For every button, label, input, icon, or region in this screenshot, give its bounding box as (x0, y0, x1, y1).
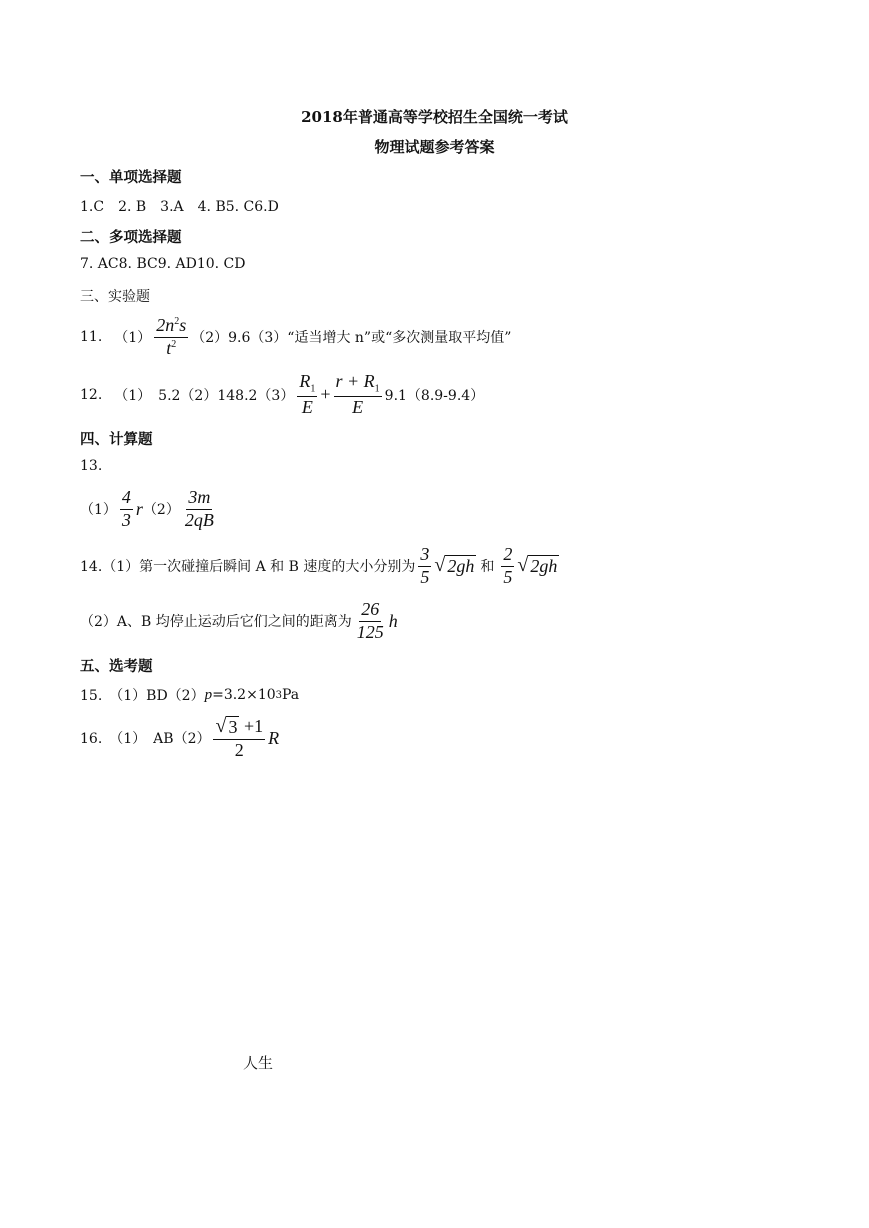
answer-14-part1 (80, 545, 559, 588)
answer-11-fraction (154, 316, 188, 359)
answer-13-fraction-2-den: 2qB (184, 509, 214, 530)
answer-16-var: R (268, 727, 280, 748)
answer-16-text: 16. （1） AB（2） (80, 731, 211, 748)
answers-1-6: 1.C 2. B 3.A 4. B5. C6.D (80, 199, 279, 215)
section-heading-multi-choice: 二、多项选择题 (80, 229, 182, 246)
answer-11-fraction-den: t (166, 337, 172, 358)
answer-12-fraction-1-den: E (301, 396, 313, 417)
answer-12-fraction-1 (297, 372, 317, 417)
answer-13-fraction-1-den: 3 (121, 509, 131, 530)
section-heading-experiment: 三、实验题 (80, 289, 150, 305)
answer-16-fraction-den: 2 (234, 739, 244, 760)
answer-11-fraction-den-exp: 2 (171, 338, 177, 350)
answer-11 (80, 316, 511, 359)
answer-12-plus: + (320, 384, 331, 405)
answer-14-fraction-3-num: 26 (359, 600, 381, 622)
answer-15-var: p (204, 686, 213, 703)
answer-14-and: 和 (480, 559, 495, 576)
answer-11-rest: （2）9.6（3）“适当增大 n”或“多次测量取平均值” (191, 330, 512, 347)
answer-15-value: =3.2×10 (212, 687, 276, 703)
answer-13-var: r (135, 498, 143, 519)
footer-text: 人生 (243, 1054, 274, 1072)
answer-14-sqrt-2: √ 2gh (517, 554, 558, 577)
answers-7-10: 7. AC8. BC9. AD10. CD (80, 256, 246, 272)
answer-14-part2 (80, 600, 398, 643)
answer-14-part1-text: 14.（1）第一次碰撞后瞬间 A 和 B 速度的大小分别为 (80, 559, 416, 576)
answer-12-parts: （1） 5.2（2）148.2（3） (114, 387, 295, 404)
answer-14-fraction-1-den: 5 (420, 566, 430, 587)
document-subtitle: 物理试题参考答案 (374, 138, 495, 156)
answer-13-fraction-1 (120, 488, 133, 531)
answer-13-fraction-2 (183, 488, 216, 531)
answer-13-fraction-1-num: 4 (120, 488, 133, 510)
answer-14-fraction-2-num: 2 (501, 545, 514, 567)
answer-16-sqrt-radicand: 3 (228, 717, 238, 737)
answer-13-number: 13. (80, 458, 103, 474)
section-heading-calculation: 四、计算题 (80, 431, 153, 448)
answer-13-fraction-2-num: 3m (186, 488, 212, 510)
answer-13 (80, 488, 219, 531)
answer-11-number: 11. (80, 329, 103, 346)
answer-14-fraction-3 (355, 600, 386, 643)
answer-14-fraction-2 (501, 545, 514, 588)
answer-12-fraction-2-den: E (352, 396, 364, 417)
answer-16-fraction: √ 3 +1 2 (215, 715, 264, 760)
section-heading-single-choice: 一、单项选择题 (80, 169, 182, 186)
answer-13-part1-label: （1） (80, 502, 117, 519)
answer-14-sqrt-1-radicand: 2gh (447, 556, 475, 577)
answer-15-text: 15. （1）BD（2） (80, 688, 205, 704)
answer-15-unit: Pa (282, 687, 300, 703)
answer-12-fraction-2 (334, 372, 382, 417)
answer-15 (80, 685, 299, 705)
answer-12-rest: 9.1（8.9-9.4） (384, 387, 485, 404)
answer-12-fraction-1-num-sub: 1 (310, 383, 316, 395)
answer-14-sqrt-1: √ 2gh (434, 554, 475, 577)
answer-12-fraction-1-num: R (299, 371, 311, 391)
answer-11-fraction-num-tail: s (179, 315, 187, 335)
answer-16 (80, 716, 279, 760)
answer-12-fraction-2-num-sub: 1 (374, 383, 380, 395)
answer-14-fraction-1-num: 3 (418, 545, 431, 567)
answer-16-fraction-num-tail: +1 (239, 716, 264, 736)
answer-14-sqrt-2-radicand: 2gh (530, 556, 558, 577)
answer-13-part2-label: （2） (142, 502, 180, 519)
answer-11-fraction-num: 2n (156, 315, 175, 335)
answer-14-fraction-3-den: 125 (356, 621, 384, 642)
answer-11-part1-label: （1） (114, 330, 152, 347)
answer-11-fraction-num-exp: 2 (174, 316, 180, 327)
answer-14-var: h (388, 610, 398, 631)
section-heading-elective: 五、选考题 (80, 658, 153, 675)
answer-12-fraction-2-num: r + R (335, 371, 375, 391)
answer-14-part2-text: （2）A、B 均停止运动后它们之间的距离为 (80, 614, 352, 631)
document-title: 2018年普通高等学校招生全国统一考试 (301, 108, 568, 126)
answer-12 (80, 372, 484, 417)
answer-14-fraction-1 (418, 545, 431, 588)
answer-12-number: 12. (80, 386, 103, 403)
answer-15-exp: 3 (275, 689, 283, 701)
answer-14-fraction-2-den: 5 (503, 566, 513, 587)
